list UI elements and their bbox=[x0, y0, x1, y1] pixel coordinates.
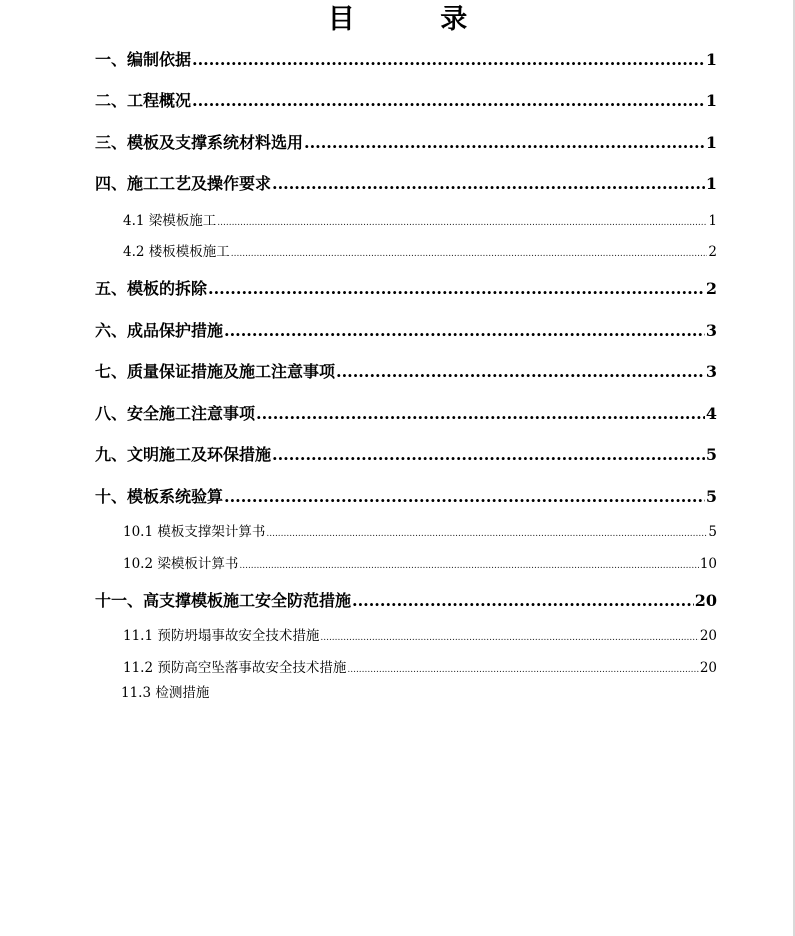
toc-entry-page: 1 bbox=[705, 174, 717, 193]
dot-leader bbox=[192, 49, 705, 71]
toc-entry-page: 20 bbox=[699, 660, 717, 676]
page-title: 目 录 bbox=[327, 4, 506, 35]
toc-entry-label: 三、模板及支撑系统材料选用 bbox=[95, 133, 304, 152]
dot-leader bbox=[320, 628, 698, 648]
toc-entry-page: 1 bbox=[705, 133, 717, 152]
toc-entry-page: 2 bbox=[705, 279, 717, 298]
toc-entry-page: 1 bbox=[708, 213, 717, 229]
toc-entry-1[interactable] bbox=[95, 49, 717, 71]
dot-leader bbox=[347, 660, 698, 680]
toc-entry-label: 10.2 梁模板计算书 bbox=[123, 556, 239, 572]
toc-entry-label: 九、文明施工及环保措施 bbox=[95, 445, 272, 464]
toc-subentry-11-2[interactable] bbox=[123, 658, 717, 678]
dot-leader bbox=[272, 444, 705, 466]
toc-entry-page: 1 bbox=[705, 50, 717, 69]
toc-entry-label: 4.1 梁模板施工 bbox=[123, 213, 217, 229]
toc-entry-label: 十、模板系统验算 bbox=[95, 487, 224, 506]
toc-subentry-10-1[interactable] bbox=[123, 522, 717, 542]
toc-entry-3[interactable] bbox=[95, 132, 717, 154]
dot-leader bbox=[256, 403, 705, 425]
toc-entry-label: 十一、高支撑模板施工安全防范措施 bbox=[95, 591, 352, 610]
toc-entry-page: 4 bbox=[705, 404, 717, 423]
dot-leader bbox=[192, 90, 705, 112]
toc-subentry-10-2[interactable] bbox=[123, 554, 717, 574]
toc-entry-7[interactable] bbox=[95, 361, 717, 383]
toc-entry-page: 5 bbox=[708, 524, 717, 540]
toc-entry-page: 1 bbox=[705, 91, 717, 110]
dot-leader bbox=[231, 244, 708, 264]
toc-entry-label: 二、工程概况 bbox=[95, 91, 192, 110]
toc-entry-10[interactable] bbox=[95, 486, 717, 508]
toc-entry-page: 20 bbox=[694, 591, 717, 610]
toc-entry-page: 3 bbox=[705, 321, 717, 340]
toc-entry-label: 11.1 预防坍塌事故安全技术措施 bbox=[123, 628, 320, 644]
toc-entry-4[interactable] bbox=[95, 173, 717, 195]
dot-leader bbox=[272, 173, 705, 195]
toc-entry-9[interactable] bbox=[95, 444, 717, 466]
toc-entry-6[interactable] bbox=[95, 320, 717, 342]
toc-subentry-4-2[interactable] bbox=[123, 242, 717, 262]
toc-entry-5[interactable] bbox=[95, 278, 717, 300]
dot-leader bbox=[217, 213, 707, 233]
dot-leader bbox=[224, 486, 705, 508]
dot-leader bbox=[239, 556, 698, 576]
toc-entry-label: 一、编制依据 bbox=[95, 50, 192, 69]
dot-leader bbox=[352, 590, 694, 612]
dot-leader bbox=[336, 361, 705, 383]
toc-entry-page: 3 bbox=[705, 362, 717, 381]
toc-subentry-11-1[interactable] bbox=[123, 626, 717, 646]
toc-subentry-4-1[interactable] bbox=[123, 211, 717, 231]
toc-subentry-11-3[interactable]: 11.3 检测措施 bbox=[121, 685, 210, 701]
toc-entry-2[interactable] bbox=[95, 90, 717, 112]
toc-entry-label: 11.2 预防高空坠落事故安全技术措施 bbox=[123, 660, 347, 676]
dot-leader bbox=[266, 524, 707, 544]
toc-entry-page: 2 bbox=[708, 244, 717, 260]
toc-entry-11[interactable] bbox=[95, 590, 717, 612]
toc-entry-label: 六、成品保护措施 bbox=[95, 321, 224, 340]
dot-leader bbox=[224, 320, 705, 342]
toc-entry-label: 五、模板的拆除 bbox=[95, 279, 208, 298]
dot-leader bbox=[208, 278, 705, 300]
toc-entry-page: 5 bbox=[705, 445, 717, 464]
toc-entry-label: 10.1 模板支撑架计算书 bbox=[123, 524, 266, 540]
toc-entry-label: 4.2 楼板模板施工 bbox=[123, 244, 230, 260]
toc-entry-8[interactable] bbox=[95, 403, 717, 425]
toc-entry-page: 10 bbox=[699, 556, 717, 572]
dot-leader bbox=[304, 132, 705, 154]
toc-entry-label: 四、施工工艺及操作要求 bbox=[95, 174, 272, 193]
toc-entry-page: 20 bbox=[699, 628, 717, 644]
toc-entry-label: 八、安全施工注意事项 bbox=[95, 404, 256, 423]
toc-entry-label: 七、质量保证措施及施工注意事项 bbox=[95, 362, 336, 381]
toc-entry-page: 5 bbox=[705, 487, 717, 506]
